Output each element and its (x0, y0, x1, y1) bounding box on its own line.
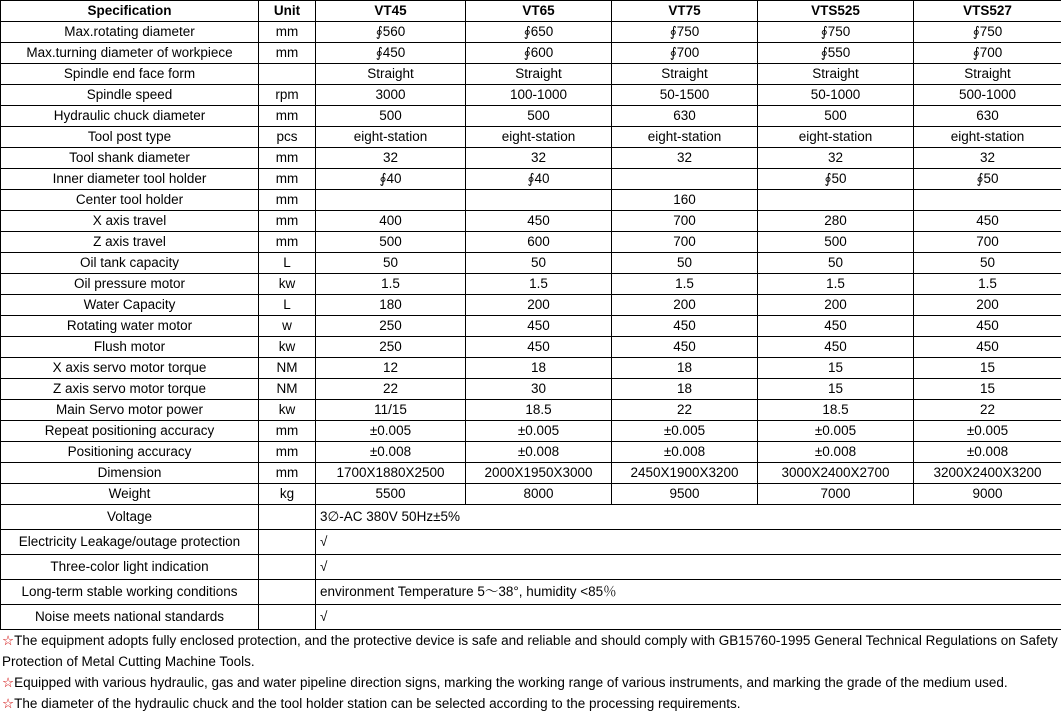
note-text: Equipped with various hydraulic, gas and water pipeline direction signs, marking the working range of various instruments, and marking the grade of the medium used. (14, 675, 1008, 690)
unit-cell: mm (259, 442, 316, 463)
value-cell: 9000 (914, 484, 1061, 505)
header-vt75: VT75 (612, 1, 758, 22)
value-cell (914, 190, 1061, 211)
unit-cell: kg (259, 484, 316, 505)
value-cell: 3000X2400X2700 (758, 463, 914, 484)
value-cell: eight-station (914, 127, 1061, 148)
value-cell: 700 (612, 211, 758, 232)
value-cell: 18 (466, 358, 612, 379)
value-cell: 450 (466, 211, 612, 232)
value-cell: 1.5 (316, 274, 466, 295)
value-cell: 180 (316, 295, 466, 316)
note-item (2, 630, 1059, 672)
value-cell: 450 (914, 211, 1061, 232)
value-cell: ∮700 (612, 43, 758, 64)
value-cell: 700 (914, 232, 1061, 253)
value-cell: eight-station (612, 127, 758, 148)
note-item (2, 693, 1059, 714)
spec-name-cell: Z axis servo motor torque (1, 379, 259, 400)
table-row (1, 379, 1061, 400)
value-cell: Straight (316, 64, 466, 85)
value-cell: 500 (758, 232, 914, 253)
value-cell: ±0.005 (466, 421, 612, 442)
value-cell: 700 (612, 232, 758, 253)
value-cell: 500 (316, 232, 466, 253)
value-cell: 500-1000 (914, 85, 1061, 106)
value-cell: 200 (612, 295, 758, 316)
value-cell: 200 (758, 295, 914, 316)
unit-cell (259, 64, 316, 85)
value-cell: 9500 (612, 484, 758, 505)
value-cell: 160 (612, 190, 758, 211)
value-cell: ±0.005 (758, 421, 914, 442)
value-cell: 8000 (466, 484, 612, 505)
value-cell: 12 (316, 358, 466, 379)
value-cell: 200 (914, 295, 1061, 316)
value-cell: ∮450 (316, 43, 466, 64)
unit-cell (259, 580, 316, 605)
unit-cell: mm (259, 169, 316, 190)
table-row (1, 463, 1061, 484)
value-cell: ±0.008 (316, 442, 466, 463)
value-cell: 18 (612, 379, 758, 400)
value-cell: 1.5 (466, 274, 612, 295)
value-cell: 1.5 (758, 274, 914, 295)
table-row (1, 106, 1061, 127)
star-icon: ☆ (2, 633, 15, 648)
table-row (1, 295, 1061, 316)
value-cell: 450 (466, 337, 612, 358)
value-cell: 500 (316, 106, 466, 127)
unit-cell: mm (259, 463, 316, 484)
table-row (1, 64, 1061, 85)
unit-cell: kw (259, 400, 316, 421)
value-cell: ∮700 (914, 43, 1061, 64)
value-cell: 50 (612, 253, 758, 274)
value-cell: 450 (612, 316, 758, 337)
value-cell (758, 190, 914, 211)
value-cell: 50 (316, 253, 466, 274)
notes (0, 630, 1061, 714)
value-cell: 32 (914, 148, 1061, 169)
value-cell: ∮650 (466, 22, 612, 43)
header-vts525: VTS525 (758, 1, 914, 22)
value-cell: ∮750 (914, 22, 1061, 43)
unit-cell (259, 555, 316, 580)
unit-cell: mm (259, 43, 316, 64)
value-cell: eight-station (466, 127, 612, 148)
table-row (1, 580, 1061, 605)
value-cell: 15 (914, 379, 1061, 400)
star-icon: ☆ (2, 675, 15, 690)
value-cell: ∮750 (612, 22, 758, 43)
spec-name-cell: Oil tank capacity (1, 253, 259, 274)
table-row (1, 505, 1061, 530)
note-text: The equipment adopts fully enclosed protection, and the protective device is safe and reliable and should comply with GB15760-1995 General Technical Regulations on Safety Protection of Metal Cutting Machine Tools. (2, 633, 1058, 669)
header-vts527: VTS527 (914, 1, 1061, 22)
table-row (1, 555, 1061, 580)
value-cell: 1.5 (612, 274, 758, 295)
value-cell: 1700X1880X2500 (316, 463, 466, 484)
value-cell: 50 (914, 253, 1061, 274)
note-item (2, 672, 1059, 693)
merged-value-cell: √ (316, 530, 1061, 555)
unit-cell: mm (259, 211, 316, 232)
spec-name-cell: Noise meets national standards (1, 605, 259, 630)
value-cell: 32 (612, 148, 758, 169)
value-cell: 280 (758, 211, 914, 232)
header-unit: Unit (259, 1, 316, 22)
spec-name-cell: Long-term stable working conditions (1, 580, 259, 605)
table-row (1, 530, 1061, 555)
value-cell: Straight (758, 64, 914, 85)
value-cell: 22 (914, 400, 1061, 421)
value-cell: 50 (466, 253, 612, 274)
value-cell: 22 (316, 379, 466, 400)
value-cell: 450 (612, 337, 758, 358)
table-row (1, 484, 1061, 505)
value-cell: 11/15 (316, 400, 466, 421)
unit-cell: L (259, 295, 316, 316)
spec-body (1, 22, 1061, 630)
unit-cell: kw (259, 337, 316, 358)
value-cell: ∮600 (466, 43, 612, 64)
value-cell: Straight (914, 64, 1061, 85)
table-row (1, 190, 1061, 211)
value-cell: ±0.005 (914, 421, 1061, 442)
value-cell: 3000 (316, 85, 466, 106)
value-cell: 32 (316, 148, 466, 169)
table-row (1, 337, 1061, 358)
value-cell: eight-station (316, 127, 466, 148)
unit-cell (259, 505, 316, 530)
value-cell: 200 (466, 295, 612, 316)
merged-value-cell: 3∅-AC 380V 50Hz±5% (316, 505, 1061, 530)
value-cell: ±0.008 (758, 442, 914, 463)
value-cell: eight-station (758, 127, 914, 148)
spec-name-cell: Positioning accuracy (1, 442, 259, 463)
value-cell: 30 (466, 379, 612, 400)
unit-cell: pcs (259, 127, 316, 148)
unit-cell (259, 530, 316, 555)
value-cell: ±0.008 (612, 442, 758, 463)
value-cell: 2000X1950X3000 (466, 463, 612, 484)
spec-name-cell: Three-color light indication (1, 555, 259, 580)
value-cell: 630 (914, 106, 1061, 127)
value-cell: ∮50 (914, 169, 1061, 190)
value-cell: 3200X2400X3200 (914, 463, 1061, 484)
value-cell: 15 (758, 358, 914, 379)
spec-name-cell: Water Capacity (1, 295, 259, 316)
spec-name-cell: Flush motor (1, 337, 259, 358)
value-cell: 600 (466, 232, 612, 253)
table-row (1, 85, 1061, 106)
value-cell: Straight (466, 64, 612, 85)
value-cell: 450 (914, 316, 1061, 337)
merged-value-cell: √ (316, 605, 1061, 630)
star-icon: ☆ (2, 696, 15, 711)
value-cell: 450 (758, 316, 914, 337)
value-cell: ±0.005 (316, 421, 466, 442)
header-vt65: VT65 (466, 1, 612, 22)
unit-cell: mm (259, 232, 316, 253)
value-cell: 450 (914, 337, 1061, 358)
spec-name-cell: Max.turning diameter of workpiece (1, 43, 259, 64)
spec-name-cell: Repeat positioning accuracy (1, 421, 259, 442)
table-row (1, 421, 1061, 442)
value-cell: ∮50 (758, 169, 914, 190)
note-text: The diameter of the hydraulic chuck and the tool holder station can be selected according to the processing requirements. (14, 696, 741, 711)
value-cell: 15 (914, 358, 1061, 379)
unit-cell: mm (259, 421, 316, 442)
value-cell: 630 (612, 106, 758, 127)
value-cell: 5500 (316, 484, 466, 505)
unit-cell: mm (259, 22, 316, 43)
value-cell: 250 (316, 337, 466, 358)
value-cell: ∮40 (466, 169, 612, 190)
spec-name-cell: Voltage (1, 505, 259, 530)
value-cell: 15 (758, 379, 914, 400)
spec-name-cell: Oil pressure motor (1, 274, 259, 295)
value-cell (316, 190, 466, 211)
value-cell: Straight (612, 64, 758, 85)
table-row (1, 169, 1061, 190)
unit-cell: mm (259, 106, 316, 127)
value-cell: ∮550 (758, 43, 914, 64)
value-cell: 7000 (758, 484, 914, 505)
spec-name-cell: Main Servo motor power (1, 400, 259, 421)
value-cell: 400 (316, 211, 466, 232)
unit-cell: L (259, 253, 316, 274)
table-row (1, 22, 1061, 43)
value-cell: ±0.005 (612, 421, 758, 442)
spec-name-cell: Spindle speed (1, 85, 259, 106)
value-cell: ±0.008 (914, 442, 1061, 463)
spec-name-cell: Electricity Leakage/outage protection (1, 530, 259, 555)
value-cell: ±0.008 (466, 442, 612, 463)
unit-cell (259, 605, 316, 630)
value-cell: 22 (612, 400, 758, 421)
table-row (1, 148, 1061, 169)
value-cell (612, 169, 758, 190)
merged-value-cell: environment Temperature 5～38°, humidity <85％ (316, 580, 1061, 605)
value-cell: ∮750 (758, 22, 914, 43)
table-row (1, 316, 1061, 337)
value-cell: 100-1000 (466, 85, 612, 106)
spec-name-cell: Weight (1, 484, 259, 505)
value-cell (466, 190, 612, 211)
value-cell: 1.5 (914, 274, 1061, 295)
table-row (1, 232, 1061, 253)
unit-cell: NM (259, 379, 316, 400)
value-cell: 18.5 (758, 400, 914, 421)
spec-name-cell: Spindle end face form (1, 64, 259, 85)
spec-name-cell: Tool post type (1, 127, 259, 148)
value-cell: 50 (758, 253, 914, 274)
unit-cell: kw (259, 274, 316, 295)
header-row (1, 1, 1061, 22)
merged-value-cell: √ (316, 555, 1061, 580)
value-cell: 250 (316, 316, 466, 337)
spec-name-cell: X axis travel (1, 211, 259, 232)
table-row (1, 274, 1061, 295)
value-cell: 500 (466, 106, 612, 127)
value-cell: 50-1500 (612, 85, 758, 106)
table-row (1, 211, 1061, 232)
value-cell: 450 (466, 316, 612, 337)
spec-name-cell: Rotating water motor (1, 316, 259, 337)
value-cell: 32 (758, 148, 914, 169)
value-cell: 500 (758, 106, 914, 127)
spec-name-cell: Dimension (1, 463, 259, 484)
table-row (1, 400, 1061, 421)
unit-cell: rpm (259, 85, 316, 106)
spec-name-cell: Inner diameter tool holder (1, 169, 259, 190)
spec-name-cell: Max.rotating diameter (1, 22, 259, 43)
header-specification: Specification (1, 1, 259, 22)
table-row (1, 127, 1061, 148)
unit-cell: mm (259, 190, 316, 211)
spec-name-cell: Center tool holder (1, 190, 259, 211)
value-cell: 450 (758, 337, 914, 358)
unit-cell: w (259, 316, 316, 337)
value-cell: 50-1000 (758, 85, 914, 106)
value-cell: ∮560 (316, 22, 466, 43)
table-row (1, 605, 1061, 630)
table-row (1, 442, 1061, 463)
table-row (1, 358, 1061, 379)
value-cell: ∮40 (316, 169, 466, 190)
value-cell: 18 (612, 358, 758, 379)
value-cell: 32 (466, 148, 612, 169)
spec-name-cell: Z axis travel (1, 232, 259, 253)
unit-cell: NM (259, 358, 316, 379)
spec-name-cell: Tool shank diameter (1, 148, 259, 169)
spec-name-cell: X axis servo motor torque (1, 358, 259, 379)
table-row (1, 43, 1061, 64)
spec-name-cell: Hydraulic chuck diameter (1, 106, 259, 127)
value-cell: 2450X1900X3200 (612, 463, 758, 484)
table-row (1, 253, 1061, 274)
value-cell: 18.5 (466, 400, 612, 421)
header-vt45: VT45 (316, 1, 466, 22)
unit-cell: mm (259, 148, 316, 169)
